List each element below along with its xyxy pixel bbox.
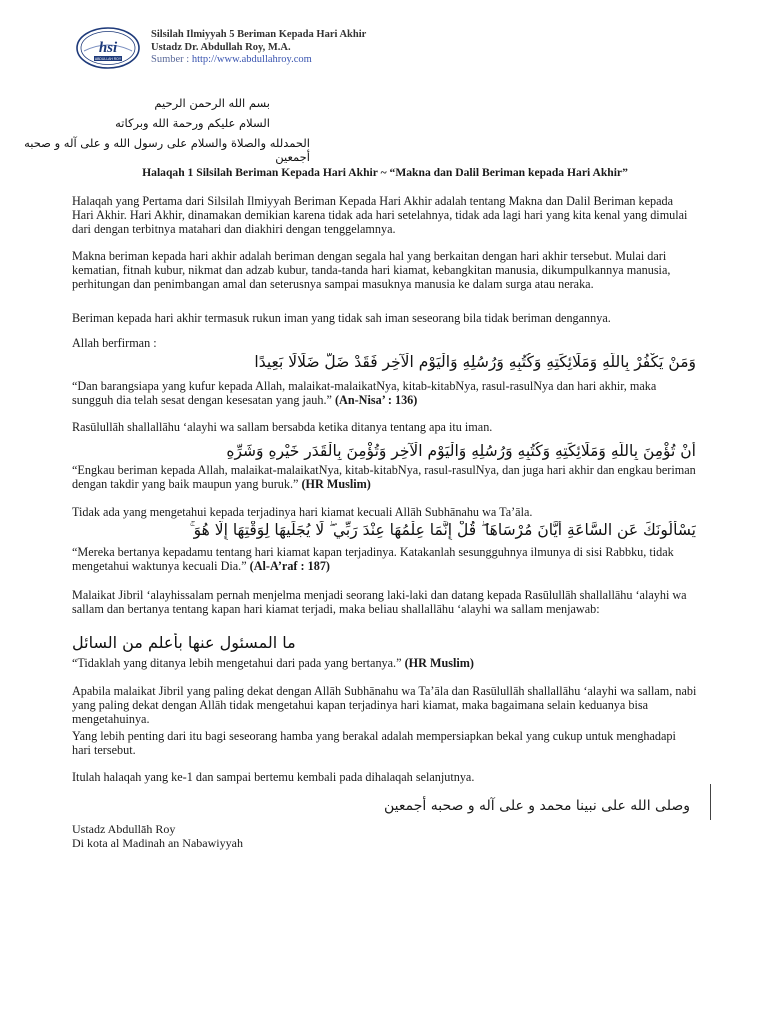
translation-3-text: “Mereka bertanya kepadamu tentang hari kiamat kapan terjadinya. Katakanlah sesungguhnya ilmunya di sisi Rabbku, tidak mengetahui waktunya kecuali Dia.” <box>72 545 674 574</box>
signature-name: Ustadz Abdullāh Roy <box>72 822 176 836</box>
divider-line <box>710 784 711 820</box>
paragraph-2: Makna beriman kepada hari akhir adalah beriman dengan segala hal yang berkaitan dengan hari akhir tersebut. Mulai dari kematian, fitnah kubur, nikmat dan adzab kubur, tanda-tanda hari kiamat, kebangkitan manusia, dikumpulkannya manusia, perhitungan dan penimbangan amal dan seterusnya sampai masuknya manusia ke dalam surga atau neraka. <box>72 249 671 292</box>
translation-1 <box>72 379 697 407</box>
hadith-iman: أَنْ تُؤْمِنَ بِاللَّهِ وَمَلَائِكَتِهِ وَكُتُبِهِ وَرُسُلِهِ وَالْيَوْمِ الْآخِرِ وَتُؤْمِنَ بِالْقَدَرِ خَيْرِهِ وَشَرِّهِ <box>226 442 696 460</box>
hamdalah: الحمدلله والصلاة والسلام على رسول الله و على آله و صحبه أجمعين <box>24 136 310 164</box>
paragraph-8: Apabila malaikat Jibril yang paling dekat dengan Allāh Subhānahu wa Ta’āla dan Rasūlullāh shallallāhu ‘alayhi wa sallam, nabi yang paling dekat dengan Allāh tidak mengetahui kapan terjadinya hari kiamat, maka bagaimana selain keduanya bisa mengetahuinya. <box>72 684 697 727</box>
translation-2 <box>72 463 697 491</box>
author-line: Ustadz Dr. Abdullah Roy, M.A. <box>151 41 291 53</box>
translation-3 <box>72 545 697 573</box>
translation-2-text: “Engkau beriman kepada Allah, malaikat-malaikatNya, kitab-kitabNya, rasul-rasulNya, dan juga hari akhir dan engkau beriman dengan takdir yang baik maupun yang buruk.” <box>72 463 696 492</box>
paragraph-10: Itulah halaqah yang ke-1 dan sampai bertemu kembali pada dihalaqah selanjutnya. <box>72 770 475 784</box>
basmalah: بسم الله الرحمن الرحيم <box>154 96 270 110</box>
paragraph-1: Halaqah yang Pertama dari Silsilah Ilmiyyah Beriman Kepada Hari Akhir adalah tentang Makna dan Dalil Beriman kepada Hari Akhir. Hari Akhir, dinamakan demikian karena tidak ada hari setelahnya, tidak ada lagi hari yang kita kenal yang dimulai dari dengan terbitnya matahari dan diakhiri dengan tenggelamnya. <box>72 194 688 237</box>
ayat-al-araf: يَسْأَلُونَكَ عَنِ السَّاعَةِ أَيَّانَ مُرْسَاهَا ۖ قُلْ إِنَّمَا عِلْمُهَا عِنْدَ رَبِّي ۖ لَا يُجَلِّيهَا لِوَقْتِهَا إِلَّا هُوَ ۚ <box>189 521 696 539</box>
reference-3: (Al-A’raf : 187) <box>249 559 330 574</box>
paragraph-6: Tidak ada yang mengetahui kepada terjadinya hari kiamat kecuali Allāh Subhānahu wa Ta’āla. <box>72 505 533 519</box>
source-line <box>151 54 366 67</box>
reference-4: (HR Muslim) <box>404 656 474 670</box>
hadith-jibril: ما المسئول عنها بأعلم من السائل <box>72 633 296 652</box>
hsi-logo <box>76 27 140 69</box>
source-label: Sumber : <box>151 54 192 65</box>
document-header <box>151 29 366 67</box>
paragraph-5: Rasūlullāh shallallāhu ‘alayhi wa sallam bersabda ketika ditanya tentang apa itu iman. <box>72 420 493 434</box>
series-title: Silsilah Ilmiyyah 5 Beriman Kepada Hari Akhir <box>151 29 367 40</box>
halaqah-title: Halaqah 1 Silsilah Beriman Kepada Hari Akhir ~ “Makna dan Dalil Beriman kepada Hari Akhir” <box>142 166 628 179</box>
salam-greeting: السلام عليكم ورحمة الله وبركاته <box>115 116 270 130</box>
paragraph-9: Yang lebih penting dari itu bagi seseorang hamba yang berakal adalah mempersiapkan bekal yang cukup untuk menghadapi hari tersebut. <box>72 729 676 758</box>
translation-1-text: “Dan barangsiapa yang kufur kepada Allah, malaikat-malaikatNya, kitab-kitabNya, rasul-rasulNya dan hari akhir, maka sungguh dia telah sesat dengan kesesatan yang jauh.” <box>72 379 657 408</box>
paragraph-3: Beriman kepada hari akhir termasuk rukun iman yang tidak sah iman seseorang bila tidak beriman dengannya. <box>72 311 611 325</box>
source-link[interactable]: http://www.abdullahroy.com <box>191 54 312 65</box>
paragraph-4: Allah berfirman : <box>72 336 157 350</box>
svg-text:ABDULLAH ROY: ABDULLAH ROY <box>94 57 122 61</box>
reference-2: (HR Muslim) <box>301 477 371 492</box>
translation-4-text: “Tidaklah yang ditanya lebih mengetahui dari pada yang bertanya.” <box>72 656 402 670</box>
svg-text:hsi: hsi <box>98 40 118 56</box>
signature-block <box>72 822 243 850</box>
signature-place: Di kota al Madinah an Nabawiyyah <box>72 836 243 850</box>
reference-1: (An-Nisa’ : 136) <box>334 393 418 408</box>
closing-salawat: وصلى الله على نبينا محمد و على آله و صحبه أجمعين <box>384 798 690 814</box>
translation-4 <box>72 656 697 670</box>
ayat-an-nisa: وَمَنْ يَكْفُرْ بِاللَّهِ وَمَلَائِكَتِهِ وَكُتُبِهِ وَرُسُلِهِ وَالْيَوْمِ الْآخِرِ فَقَدْ ضَلَّ ضَلَالًا بَعِيدًا <box>254 353 696 371</box>
paragraph-7: Malaikat Jibril ‘alayhissalam pernah menjelma menjadi seorang laki-laki dan datang kepada Rasūlullāh shallallāhu ‘alayhi wa sallam dan bertanya tentang kapan hari kiamat terjadi, maka beliau shallallāhu ‘alayhi wa sallam menjawab: <box>72 588 687 617</box>
